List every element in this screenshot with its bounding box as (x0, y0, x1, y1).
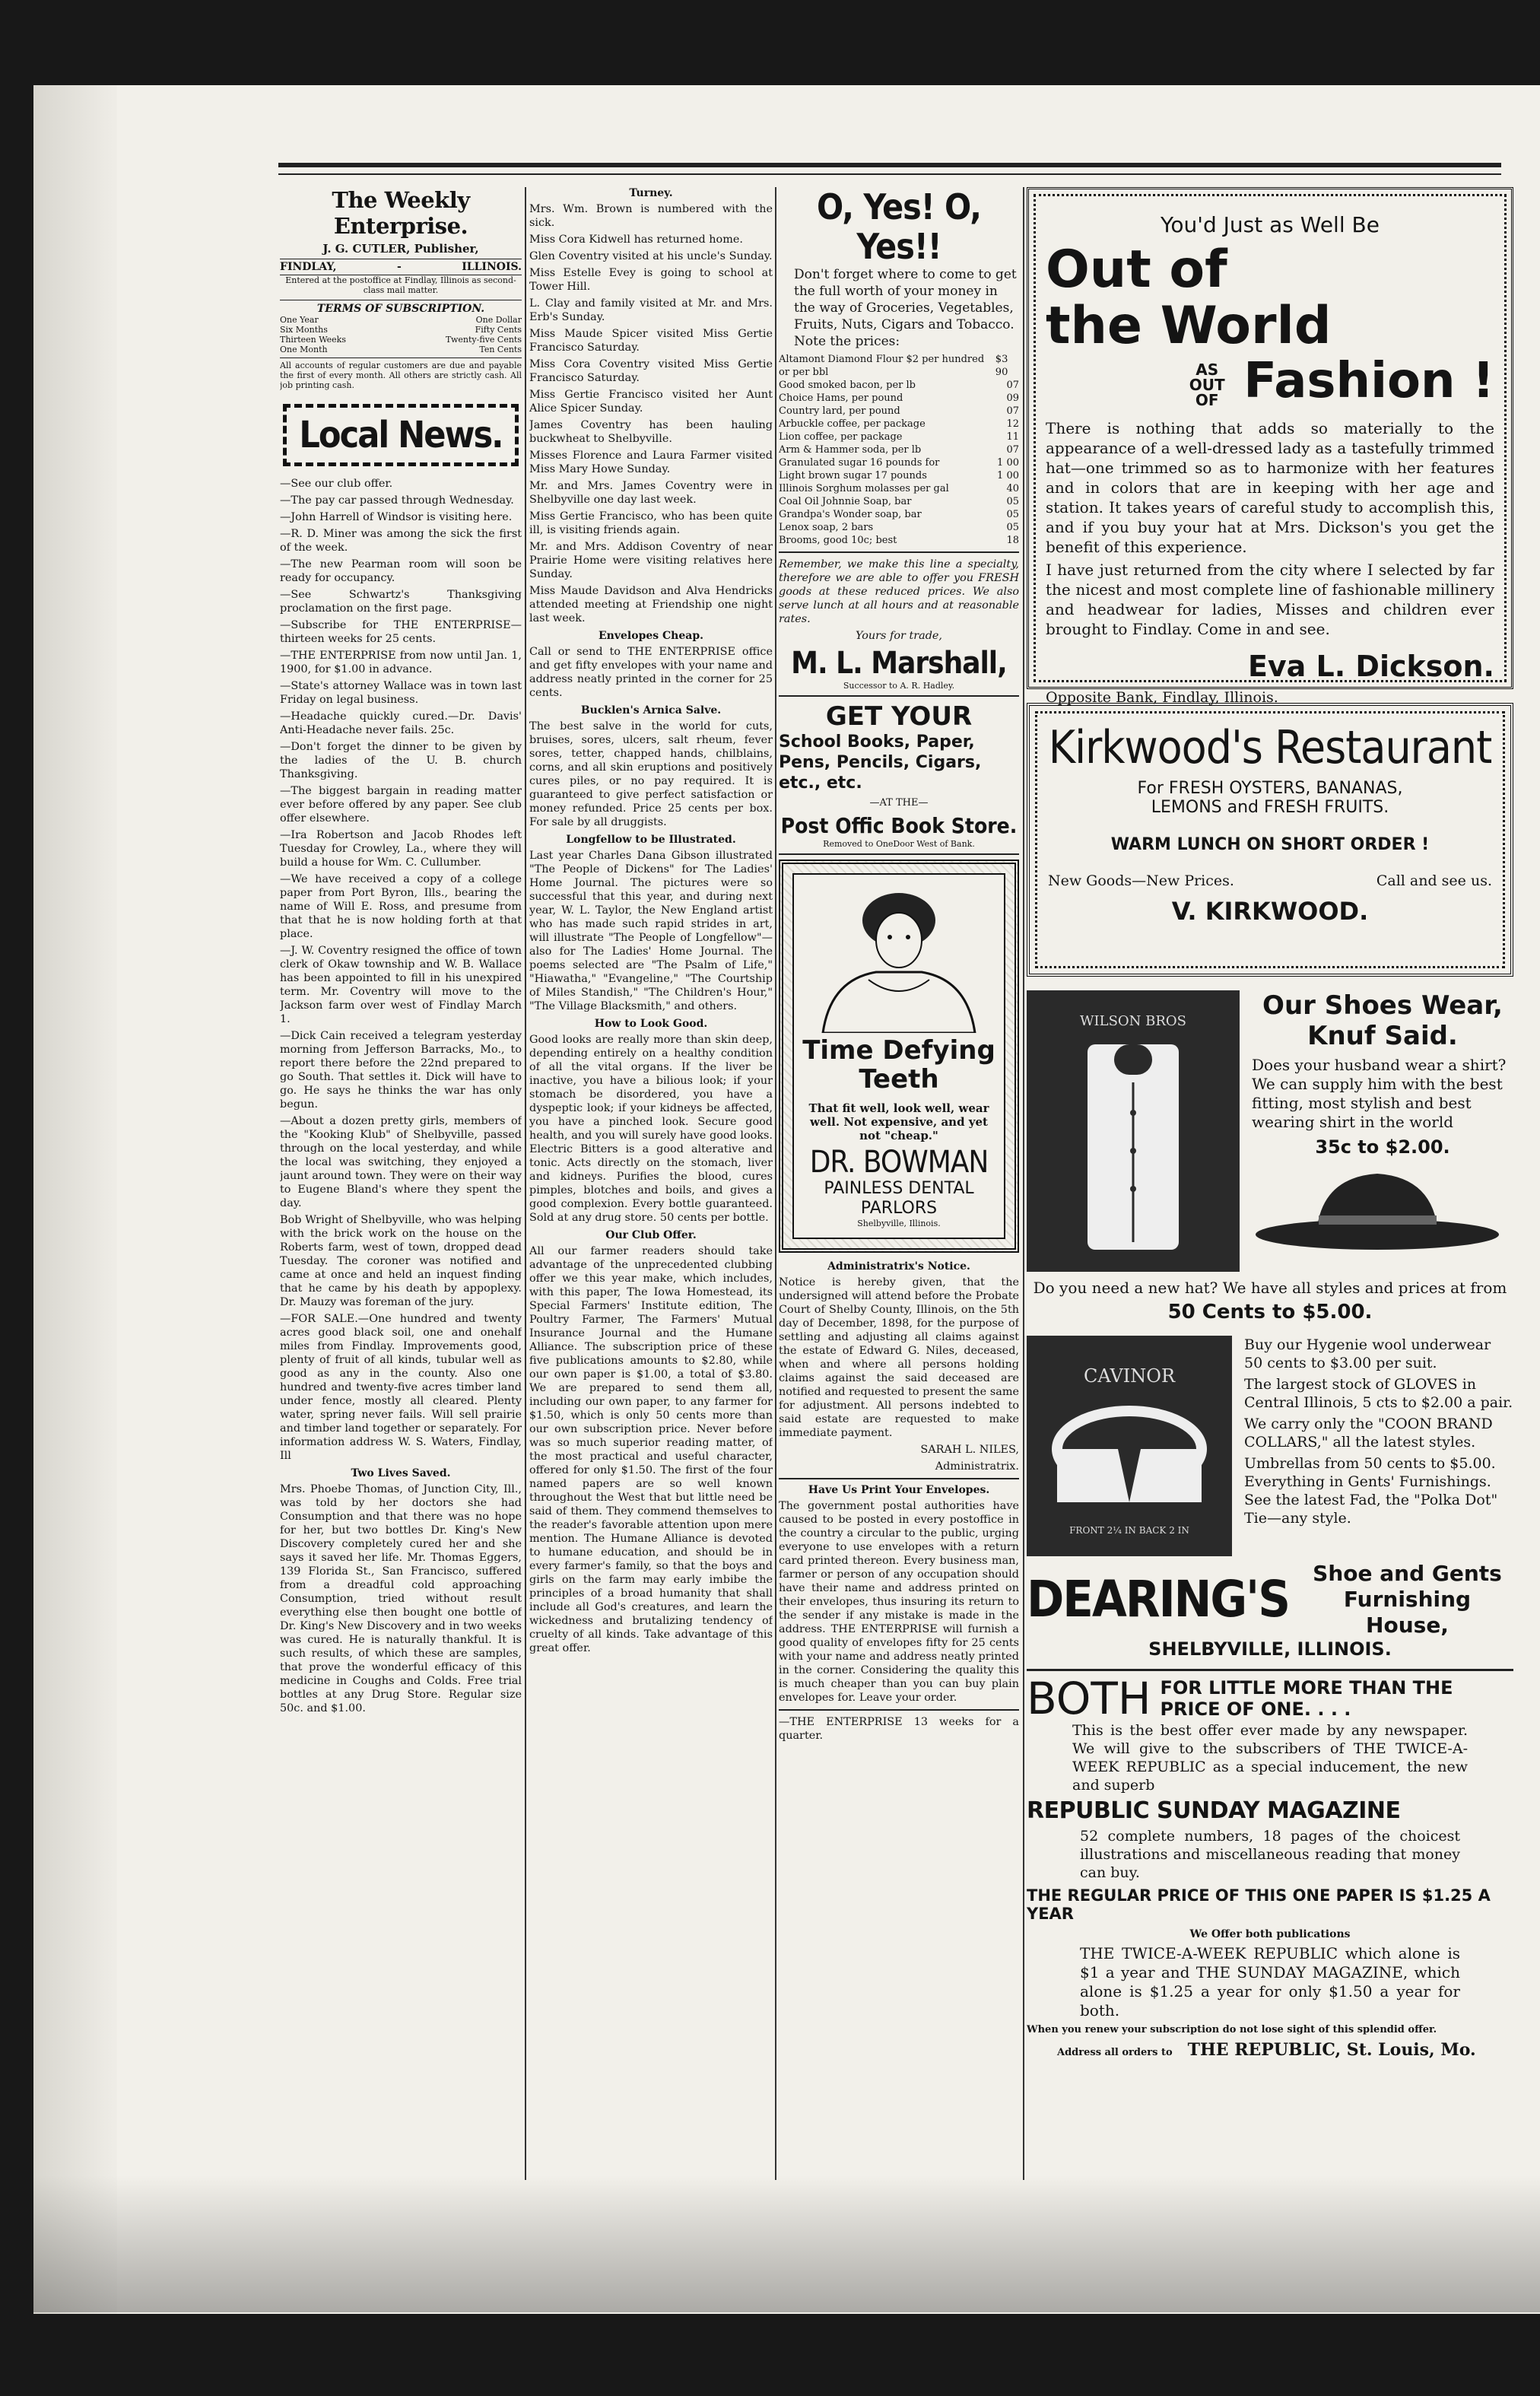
article-heading: Administratrix's Notice. (827, 1260, 970, 1273)
column-3 (779, 187, 1019, 2180)
article-body: The best salve in the world for cuts, bruises, sores, ulcers, salt rheum, fever sores, tetter, chapped hands, chilblains, corns, and all skin eruptions and positively cures piles, or no pay required. It is guaranteed to give perfect satisfaction or money refunded. Price 25 cents per box. For sale by all druggists. (529, 720, 773, 828)
terms-row: Six Months Fifty Cents (280, 325, 522, 335)
price-row: Good smoked bacon, per lb 07 (779, 380, 1019, 391)
underwear: Buy our Hygenie wool underwear 50 cents to $3.00 per suit. (1244, 1336, 1491, 1371)
article-body: Good looks are really more than skin deep, depending entirely on a healthy condition of all the vital organs. If the liver be inactive, you have a bilious look; if your stomach be disordered, you have a dyspeptic look; if your kidneys be affected, you have a pinched look. Secure good health, and you will surely have good looks. Electric Bitters is a good alterative and tonic. Acts directly on the stomach, liver and kidneys. Purifies the blood, cures pimples, blotches and boils, and gives a good complexion. Every bottle guaranteed. Sold at any drug store. 50 cents per bottle. (529, 1034, 773, 1224)
news-item: —The pay car passed through Wednesday. (280, 494, 514, 507)
books-at: —AT THE— (869, 797, 929, 809)
restaurant-ad (1027, 703, 1513, 977)
news-item: —FOR SALE.—One hundred and twenty acres good black soil, one and onehalf miles from Findlay. Improvements good, plenty of fruit of all kinds, tubular well as good as any in the county. Also one hundred and twenty-five acres timber land under fence, mostly all cleared. Plenty water, spring never fails. Will sell prairie and timber land together or separately. For information address W. S. Waters, Findlay, Ill (280, 1313, 522, 1462)
news-item: —Dick Cain received a telegram yesterday morning from Jefferson Barracks, Mo., to report there before the 22nd prepared to go South. That settles it. Dick will have to go. He says he thinks the war has only begun. (280, 1030, 522, 1111)
terms-table (280, 315, 522, 354)
page-bottom-shadow (33, 2175, 1540, 2312)
article-heading: Envelopes Cheap. (599, 630, 703, 642)
millinery-ad (1027, 187, 1513, 706)
rest-line1: For FRESH OYSTERS, BANANAS, (1137, 779, 1403, 798)
price-row: Arm & Hammer soda, per lb 07 (779, 444, 1019, 456)
article-body: The government postal authorities have caused to be posted in every postoffice in the country a circular to the public, urging everyone to use envelopes with a return card printed thereon. Every business man, farmer or person of any occupation should have their name and address printed on their envelopes, thus insuring its return to the sender if any mistake is made in the address. THE ENTERPRISE will furnish a good quality of envelopes fifty for 25 cents with your name and address neatly printed in the corner. Considering the quality this is much cheaper than you can buy plain envelopes for. Leave your order. (779, 1500, 1019, 1704)
admin-role: Administratrix. (935, 1460, 1019, 1473)
terms-note: All accounts of regular customers are due and payable the first of every month. All others are strictly cash. All job printing cash. (280, 357, 522, 390)
article-heading: Have Us Print Your Envelopes. (808, 1484, 990, 1496)
news-item: Miss Cora Coventry visited Miss Gertie Francisco Saturday. (529, 358, 773, 384)
umbrellas: Umbrellas from 50 cents to $5.00. Everything in Gents' Furnishings. See the latest Fad, the "Polka Dot" Tie—any style. (1244, 1455, 1498, 1527)
both-sub: FOR LITTLE MORE THAN THE PRICE OF ONE. . . . (1160, 1677, 1453, 1720)
news-item: —J. W. Coventry resigned the office of town clerk of Okaw township and W. B. Wallace has been appointed to fill in his unexpired term. Mr. Coventry will move to the Jackson farm over west of Findlay March 1. (280, 945, 522, 1025)
coon-collars: We carry only the "COON BRAND COLLARS," all the latest styles. (1244, 1416, 1493, 1451)
rest-title: Kirkwood's Restaurant (1048, 721, 1492, 774)
hat-addr: Opposite Bank, Findlay, Illinois. (1046, 689, 1278, 706)
dearing-name: DEARING'S (1027, 1570, 1289, 1629)
news-item: Bob Wright of Shelbyville, who was helping with the brick work on the house on the Roberts farm, west of town, dropped dead Tuesday. The coroner was notified and came at once and held an inquest finding that he came by his death by appoplexy. Dr. Mauzy was foreman of the jury. (280, 1214, 522, 1308)
local-news-heading: Local News. (283, 404, 519, 466)
dearing-sub: Shoe and Gents Furnishing House, (1313, 1561, 1502, 1638)
republic-address: THE REPUBLIC, St. Louis, Mo. (1187, 2040, 1476, 2060)
hat-icon (1252, 1162, 1503, 1254)
books-store: Post Offic Book Store. (780, 813, 1018, 838)
books-list: School Books, Paper, Pens, Pencils, Cigars, etc., etc. (779, 732, 982, 793)
shirt-row (1027, 990, 1513, 1272)
article-heading: Turney. (629, 187, 673, 199)
news-item: —THE ENTERPRISE from now until Jan. 1, 1900, for $1.00 in advance. (280, 650, 522, 675)
column-divider (775, 187, 776, 2180)
news-item: Miss Cora Kidwell has returned home. (529, 234, 743, 246)
dearing-ad (1027, 990, 1513, 1660)
dearing-city: SHELBYVILLE, ILLINOIS. (1148, 1638, 1392, 1660)
rest-goods: New Goods—New Prices. (1048, 872, 1234, 889)
address-label: Address all orders to (1057, 2047, 1173, 2058)
news-item: —Don't forget the dinner to be given by the ladies of the U. B. church Thanksgiving. (280, 741, 522, 780)
republic-ad (1027, 1669, 1513, 2060)
news-item: —See our club offer. (280, 478, 393, 490)
article-body: Notice is hereby given, that the undersigned will attend before the Probate Court of Shelby County, Illinois, on the 5th day of December, 1898, for the purpose of settling and adjusting all claims against the estate of Edward G. Niles, deceased, when and where all persons holding claims against the said deceased are notified and requested to present the same for adjustment. All persons indebted to said estate are requested to make immediate payment. (779, 1276, 1019, 1439)
article-body: Last year Charles Dana Gibson illustrated "The People of Dickens" for The Ladies' Home Journal. The pictures were so successful that this year, and during next year, W. L. Taylor, the New England artist who has made such rapid strides in art, will illustrate "The People of Longfellow"—also for The Ladies' Home Journal. The poems selected are "The Psalm of Life," "Hiawatha," "Evangeline," "The Courtship of Miles Standish," "The Children's Hour," "The Village Blacksmith," and others. (529, 850, 773, 1012)
divider (779, 853, 1019, 855)
news-item: —We have received a copy of a college paper from Port Byron, Ills., bearing the name of Will E. Ross, and presume from that that he is now holding forth at that place. (280, 873, 522, 940)
hat-big1: Out of (1046, 240, 1227, 300)
price-list (779, 353, 1019, 547)
dentist-name: DR. BOWMAN (809, 1145, 989, 1180)
dental-ad (779, 860, 1019, 1253)
terms-row: One Year One Dollar (280, 315, 522, 325)
shirt-brand: WILSON BROS (1080, 1012, 1186, 1029)
address-row (1027, 2040, 1513, 2060)
publisher: J. G. CUTLER, Publisher, (322, 242, 479, 256)
column-divider (1023, 187, 1024, 2180)
news-item: —Subscribe for THE ENTERPRISE—thirteen weeks for 25 cents. (280, 619, 522, 645)
price-row: Altamont Diamond Flour $2 per hundred or per bbl $3 90 (779, 354, 1008, 378)
books-removed: Removed to OneDoor West of Bank. (823, 839, 975, 849)
price-row: Arbuckle coffee, per package 12 (779, 418, 1019, 430)
price-row: Brooms, good 10c; best 18 (779, 535, 1019, 546)
both-row (1027, 1673, 1513, 1724)
hat-big2: the World (1046, 296, 1332, 356)
news-item: —The new Pearman room will soon be ready for occupancy. (280, 558, 522, 584)
entered-note: Entered at the postoffice at Findlay, Illinois as second-class mail matter. (285, 275, 516, 295)
price-row: Country lard, per pound 07 (779, 405, 1019, 417)
rest-name: V. KIRKWOOD. (1171, 897, 1369, 926)
magazine-text: 52 complete numbers, 18 pages of the choicest illustrations and miscellaneous reading that money can buy. (1080, 1828, 1460, 1881)
masthead-place (280, 259, 522, 275)
divider (779, 1478, 1019, 1479)
both-title: BOTH (1027, 1673, 1151, 1724)
regular-price: THE REGULAR PRICE OF THIS ONE PAPER IS $1.25 A YEAR (1027, 1886, 1491, 1923)
page-edge (33, 85, 117, 2314)
news-item: —R. D. Miner was among the sick the first of the week. (280, 528, 522, 554)
collar-brand: CAVINOR (1083, 1365, 1176, 1387)
woman-portrait-icon (800, 881, 998, 1033)
price-row: Grandpa's Wonder soap, bar 05 (779, 509, 1019, 520)
article-heading: How to Look Good. (594, 1018, 708, 1030)
column-2 (529, 187, 773, 2180)
we-offer: We Offer both publications (1189, 1928, 1351, 1940)
hat-pre: You'd Just as Well Be (1161, 212, 1380, 237)
news-item: Miss Maude Spicer visited Miss Gertie Francisco Saturday. (529, 328, 773, 354)
rest-row (1048, 872, 1492, 889)
shoes-price: 35c to $2.00. (1315, 1136, 1450, 1158)
article-heading: Longfellow to be Illustrated. (566, 834, 736, 846)
teeth-text: That fit well, look well, wear well. Not expensive, and yet not "cheap." (808, 1101, 989, 1142)
shoes-title: Our Shoes Wear, Knuf Said. (1262, 990, 1503, 1051)
price-row: Lion coffee, per package 11 (779, 431, 1019, 443)
news-item: Miss Estelle Evey is going to school at Tower Hill. (529, 267, 773, 293)
rest-lunch: WARM LUNCH ON SHORT ORDER ! (1110, 835, 1430, 854)
city: FINDLAY, (280, 261, 337, 273)
grocer-intro: Don't forget where to come to get the full worth of your money in the way of Groceries, Vegetables, Fruits, Nuts, Cigars and Tobacco. Note the prices: (794, 267, 1017, 349)
gloves: The largest stock of GLOVES in Central Illinois, 5 cts to $2.00 a pair. (1244, 1376, 1513, 1411)
price-row: Light brown sugar 17 pounds 1 00 (779, 470, 1019, 481)
magazine-title: REPUBLIC SUNDAY MAGAZINE (1027, 1797, 1401, 1824)
grocer-name: M. L. Marshall, (791, 646, 1007, 681)
news-item: Mr. and Mrs. James Coventry were in Shelbyville one day last week. (529, 480, 773, 506)
grocer-headline: O, Yes! O, Yes!! (817, 187, 981, 267)
news-item: Miss Gertie Francisco, who has been quite ill, is visiting friends again. (529, 510, 773, 536)
article-heading: Two Lives Saved. (351, 1467, 451, 1479)
news-item: L. Clay and family visited at Mr. and Mrs. Erb's Sunday. (529, 297, 773, 323)
column-1 (280, 187, 522, 2180)
rest-line2: LEMONS and FRESH FRUITS. (1151, 798, 1389, 817)
news-item: Miss Maude Davidson and Alva Hendricks attended meeting at Friendship one night last week. (529, 585, 773, 624)
both-text: This is the best offer ever made by any newspaper. We will give to the subscribers of THE TWICE-A-WEEK REPUBLIC as a special inducement, the new and superb (1072, 1722, 1468, 1794)
news-item: —Ira Robertson and Jacob Rhodes left Tuesday for Crowley, La., where they will build a house for Wm. C. Cullumber. (280, 829, 522, 869)
article-heading: Our Club Offer. (605, 1229, 697, 1241)
grocer-yours: Yours for trade, (855, 630, 942, 642)
news-item: —State's attorney Wallace was in town last Friday on legal business. (280, 680, 522, 706)
news-item: —Headache quickly cured.—Dr. Davis' Anti-Headache never fails. 25c. (280, 710, 522, 736)
article-body: Call or send to THE ENTERPRISE office and get fifty envelopes with your name and address neatly printed in the corner for 25 cents. (529, 646, 773, 699)
shirt-icon (1076, 1037, 1190, 1257)
divider (779, 1709, 1019, 1711)
renew-note: When you renew your subscription do not lose sight of this splendid offer. (1027, 2024, 1437, 2035)
admin-sign: SARAH L. NILES, (920, 1444, 1019, 1456)
column-4 (1027, 187, 1513, 2180)
dearing-row (1027, 1561, 1513, 1638)
collar-text (1244, 1336, 1513, 1556)
state: ILLINOIS. (462, 261, 522, 273)
news-item: —See Schwartz's Thanksgiving proclamation on the first page. (280, 589, 522, 615)
divider (779, 551, 1019, 553)
masthead-title: The Weekly Enterprise. (332, 187, 470, 239)
news-item: Mrs. Wm. Brown is numbered with the sick. (529, 203, 773, 229)
price-row: Coal Oil Johnnie Soap, bar 05 (779, 496, 1019, 507)
teeth-title: Time Defying Teeth (802, 1035, 995, 1095)
news-item: Glen Coventry visited at his uncle's Sunday. (529, 250, 773, 262)
hat-fashion-row (1046, 354, 1494, 408)
article-heading: Bucklen's Arnica Salve. (580, 704, 722, 717)
news-item: —About a dozen pretty girls, members of the "Kooking Klub" of Shelbyville, passed through on the local yesterday, and while the local was switching, they enjoyed a jaunt around town. They were on their way to Eugene Bland's where they spent the day. (280, 1115, 522, 1209)
news-item: Miss Gertie Francisco visited her Aunt Alice Spicer Sunday. (529, 389, 773, 415)
collar-row (1027, 1336, 1513, 1556)
price-row: Illinois Sorghum molasses per gal 40 (779, 483, 1019, 494)
rest-call: Call and see us. (1376, 872, 1492, 889)
hat-p2: I have just returned from the city where I selected by far the nicest and most complete line of fashionable millinery and headwear for ladies, Misses and children ever brought to Findlay. Come in and see. (1046, 561, 1494, 638)
terms-row: One Month Ten Cents (280, 345, 522, 354)
grocer-successor: Successor to A. R. Hadley. (843, 681, 955, 691)
price-row: Granulated sugar 16 pounds for 1 00 (779, 457, 1019, 469)
hat-price: 50 Cents to $5.00. (1167, 1301, 1373, 1324)
news-item: —John Harrell of Windsor is visiting here. (280, 511, 513, 523)
terms-title: TERMS OF SUBSCRIPTION. (280, 300, 522, 315)
collar-image (1027, 1336, 1232, 1556)
news-item: —The biggest bargain in reading matter ever before offered by any paper. See club offer elsewhere. (280, 785, 522, 825)
article-body: Mrs. Phoebe Thomas, of Junction City, Ill., was told by her doctors she had Consumption and that there was no hope for her, but two bottles Dr. King's New Discovery completely cured her and she says it saved her life. Mr. Thomas Eggers, 139 Florida St., San Francisco, suffered from a dreadful cold approaching Consumption, tried without result everything else then bought one bottle of Dr. King's New Discovery and in two weeks was cured. He is naturally thankful. It is such results, of which these are samples, that prove the wonderful efficacy of this medicine in Coughs and Colds. Free trial bottles at any Drug Store. Regular size 50c. and $1.00. (280, 1483, 522, 1714)
hat-big3: Fashion ! (1243, 353, 1494, 409)
dental-city: Shelbyville, Illinois. (857, 1219, 941, 1228)
hat-name: Eva L. Dickson. (1247, 650, 1494, 683)
collar-size: FRONT 2¼ IN BACK 2 IN (1069, 1525, 1189, 1536)
shirt-image (1027, 990, 1240, 1272)
top-rule (278, 163, 1501, 167)
hat-as: AS OUT OF (1189, 361, 1225, 409)
top-rule-thin (278, 173, 1501, 175)
news-item: Misses Florence and Laura Farmer visited Miss Mary Howe Sunday. (529, 450, 773, 475)
column-divider (525, 187, 526, 2180)
shirt-text (1252, 990, 1513, 1272)
dental-parlors: PAINLESS DENTAL PARLORS (824, 1179, 974, 1218)
collar-icon (1049, 1396, 1209, 1525)
divider (779, 695, 1019, 697)
hat-p1: There is nothing that adds so materially to the appearance of a well-dressed lady as a tastefully trimmed hat—one trimmed so as to harmonize with her features and in colors that are in keeping with her age and station. It takes years of careful study to accomplish this, and if you buy your hat at Mrs. Dickson's you get the benefit of this experience. (1046, 419, 1494, 556)
article-body: All our farmer readers should take advantage of the unprecedented clubbing offer we this year make, which includes, with this paper, The Iowa Homestead, its Special Farmers' Institute edition, The Poultry Farmer, The Farmers' Mutual Insurance Journal and the Humane Alliance. The subscription price of these five publications amounts to $2.80, while our own paper is $1.00, a total of $3.80. We are prepared to send them all, including our own paper, to any farmer for $1.50, which is only 50 cents more than our own subscription price. Never before was so much superior reading matter, of the most practical and useful character, offered for only $1.50. The first of the four named papers are so well known throughout the West that but little need be said of them. They commend themselves to the reader's favorable attention upon mere mention. The Humane Alliance is devoted to humane education, and should be in every farmer's family, so that the boys and girls on the farm may early imbibe the principles of a broad humanity that shall include all God's creatures, and learn the wickedness and brutalizing tendency of cruelty of all kinds. Take advantage of this great offer. (529, 1245, 773, 1654)
hat-question: Do you need a new hat? We have all styles and prices at from (1033, 1279, 1507, 1297)
footer-note: —THE ENTERPRISE 13 weeks for a quarter. (779, 1716, 1019, 1742)
grocer-remember: Remember, we make this line a specialty, therefore we are able to offer you FRESH goods at these reduced prices. We also serve lunch at all hours and at reasonable rates. (779, 558, 1019, 625)
price-row: Lenox soap, 2 bars 05 (779, 522, 1019, 533)
price-row: Choice Hams, per pound 09 (779, 392, 1019, 404)
dash: - (396, 261, 402, 273)
shoes-text: Does your husband wear a shirt? We can supply him with the best fitting, most stylish and best wearing shirt in the world (1252, 1056, 1507, 1131)
news-item: James Coventry has been hauling buckwheat to Shelbyville. (529, 419, 773, 445)
terms-row: Thirteen Weeks Twenty-five Cents (280, 335, 522, 345)
books-headline: GET YOUR (825, 701, 973, 732)
news-item: Mr. and Mrs. Addison Coventry of near Prairie Home were visiting relatives here Sunday. (529, 541, 773, 580)
offer-text: THE TWICE-A-WEEK REPUBLIC which alone is $1 a year and THE SUNDAY MAGAZINE, which alone is $1.25 a year for only $1.50 a year for both. (1080, 1944, 1460, 2019)
